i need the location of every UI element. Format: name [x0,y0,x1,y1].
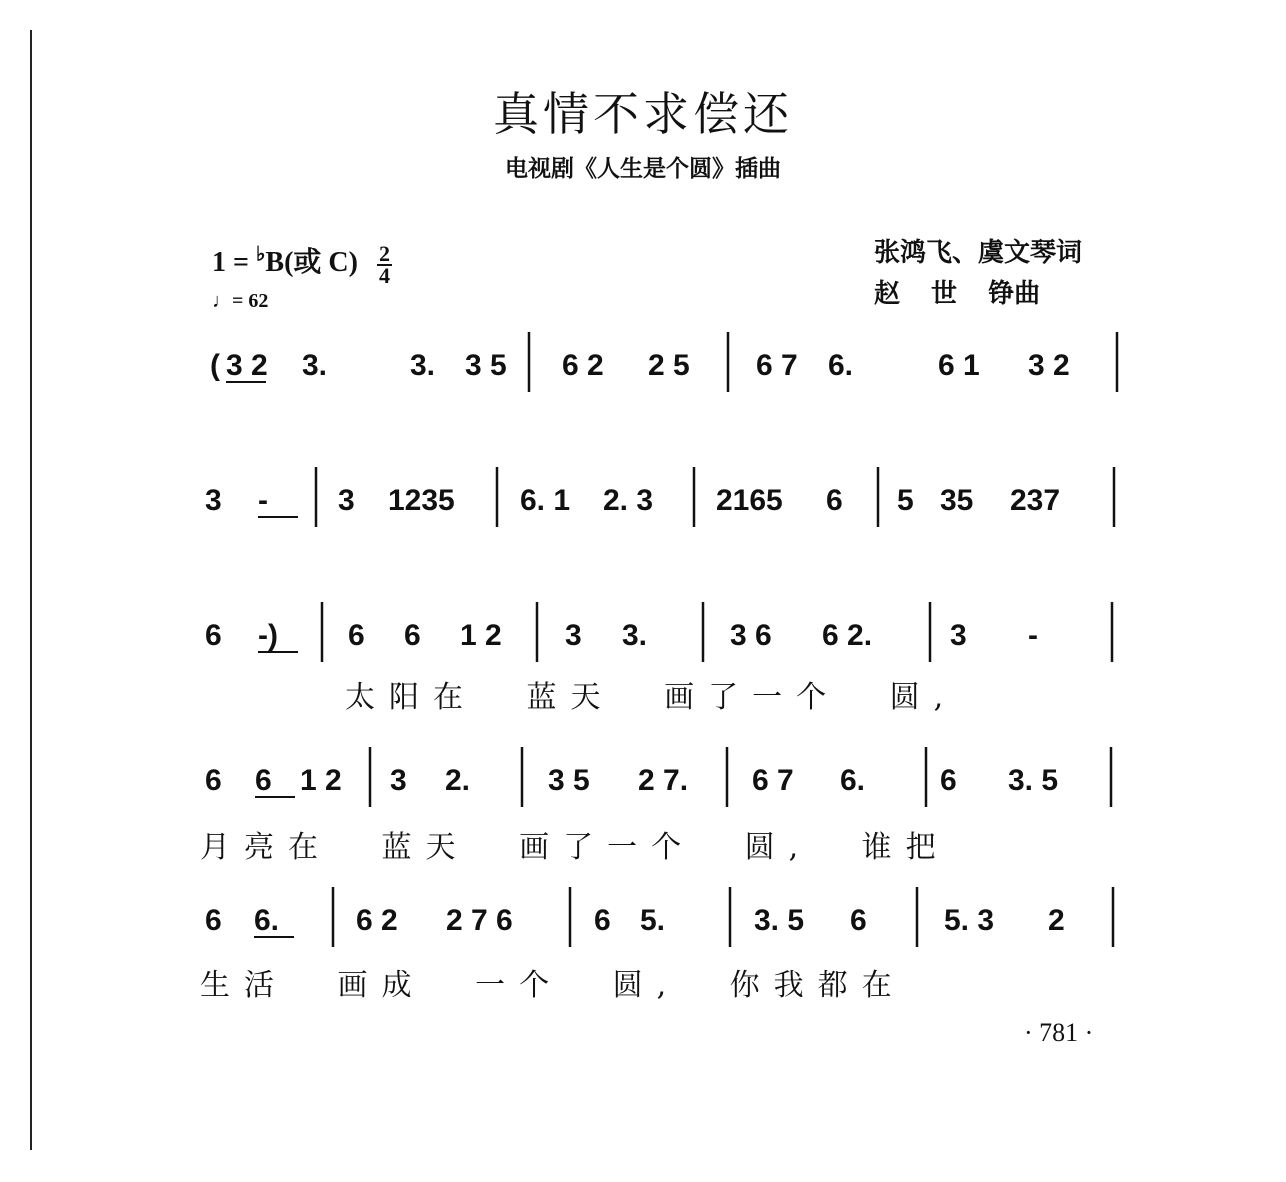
score-note: - [1028,619,1038,652]
score-note: 3 [390,764,407,797]
score-note: 6. [840,764,866,797]
score-note: 6 [255,764,272,797]
lyric-line-3: 生活 画成 一个 圆, 你我都在 [200,968,906,1003]
score-note: 5. [640,904,666,937]
score-line-2-svg [0,455,1286,565]
score-note: 3 5 [465,349,507,382]
score-note: 35 [940,484,974,517]
score-note: 6 [205,904,222,937]
tempo-value: = 62 [232,290,269,312]
score-note: 2. [445,764,471,797]
lyric-line-2: 月亮在 蓝天 画了一个 圆, 谁把 [200,830,950,865]
score-note: 6. [254,904,280,937]
score-note: 3 5 [548,764,590,797]
score-note: 6 2 [562,349,604,382]
key-signature [212,240,392,286]
score-note: 3 6 [730,619,772,652]
lyricist-credit: 张鸿飞、虞文琴词 [874,238,1083,268]
score-note: 6 [404,619,421,652]
score-note: 1 2 [460,619,502,652]
tempo-marking [212,290,268,313]
score-line-2 [0,455,1286,565]
score-note: 6 [826,484,843,517]
score-note: 3 [205,484,222,517]
score-note: 6. 1 [520,484,571,517]
score-note: 6 2 [356,904,398,937]
score-note: 3 2 [1028,349,1070,382]
score-note: 2 7 6 [446,904,513,937]
score-note: 1 2 [300,764,342,797]
score-note: 3 [565,619,582,652]
score-line-1-svg [0,320,1286,430]
score-note: 1235 [388,484,455,517]
score-note: 3. 5 [754,904,805,937]
key-prefix: 1 = [212,247,256,278]
key-body: B(或 C) [265,247,358,278]
score-note: - [258,484,268,517]
score-note: 2 5 [648,349,690,382]
score-note: ( [210,349,220,382]
time-signature-top: 2 [378,240,390,266]
score-note: 6. [828,349,854,382]
score-line-1 [0,320,1286,430]
score-note: 3. [410,349,436,382]
margin-rule [30,30,32,1150]
score-note: 6 1 [938,349,980,382]
score-note: 6 2. [822,619,873,652]
score-note: 2165 [716,484,783,517]
score-note: 6 [348,619,365,652]
song-title: 真情不求偿还 [493,87,793,141]
time-signature [377,240,392,288]
score-note: 6 [850,904,867,937]
page-number: · 781 · [1024,1018,1094,1047]
score-note: 5 [897,484,914,517]
score-note: 3. [302,349,328,382]
score-note: 6 7 [756,349,798,382]
quarter-note-icon: ♩ [212,290,232,312]
score-note: 3 [950,619,967,652]
score-note: 6 [205,764,222,797]
composer-credit: 赵 世 铮曲 [874,279,1041,309]
score-note: 3. 5 [1008,764,1059,797]
score-note: 3. [622,619,648,652]
score-note: 237 [1010,484,1061,517]
song-subtitle: 电视剧《人生是个圆》插曲 [505,155,781,182]
time-signature-bottom: 4 [378,262,390,288]
score-note: 2. 3 [603,484,654,517]
score-note: 5. 3 [944,904,995,937]
lyric-line-1: 太阳在 蓝天 画了一个 圆, [345,680,958,715]
score-note: 6 7 [752,764,794,797]
score-note: 3 2 [226,349,268,382]
score-note: 3 [338,484,355,517]
score-note: -) [258,619,278,652]
score-note: 6 [940,764,957,797]
score-note: 2 [1048,904,1065,937]
score-note: 6 [205,619,222,652]
flat-sign: ♭ [255,243,266,266]
score-note: 2 7. [638,764,689,797]
score-note: 6 [594,904,611,937]
